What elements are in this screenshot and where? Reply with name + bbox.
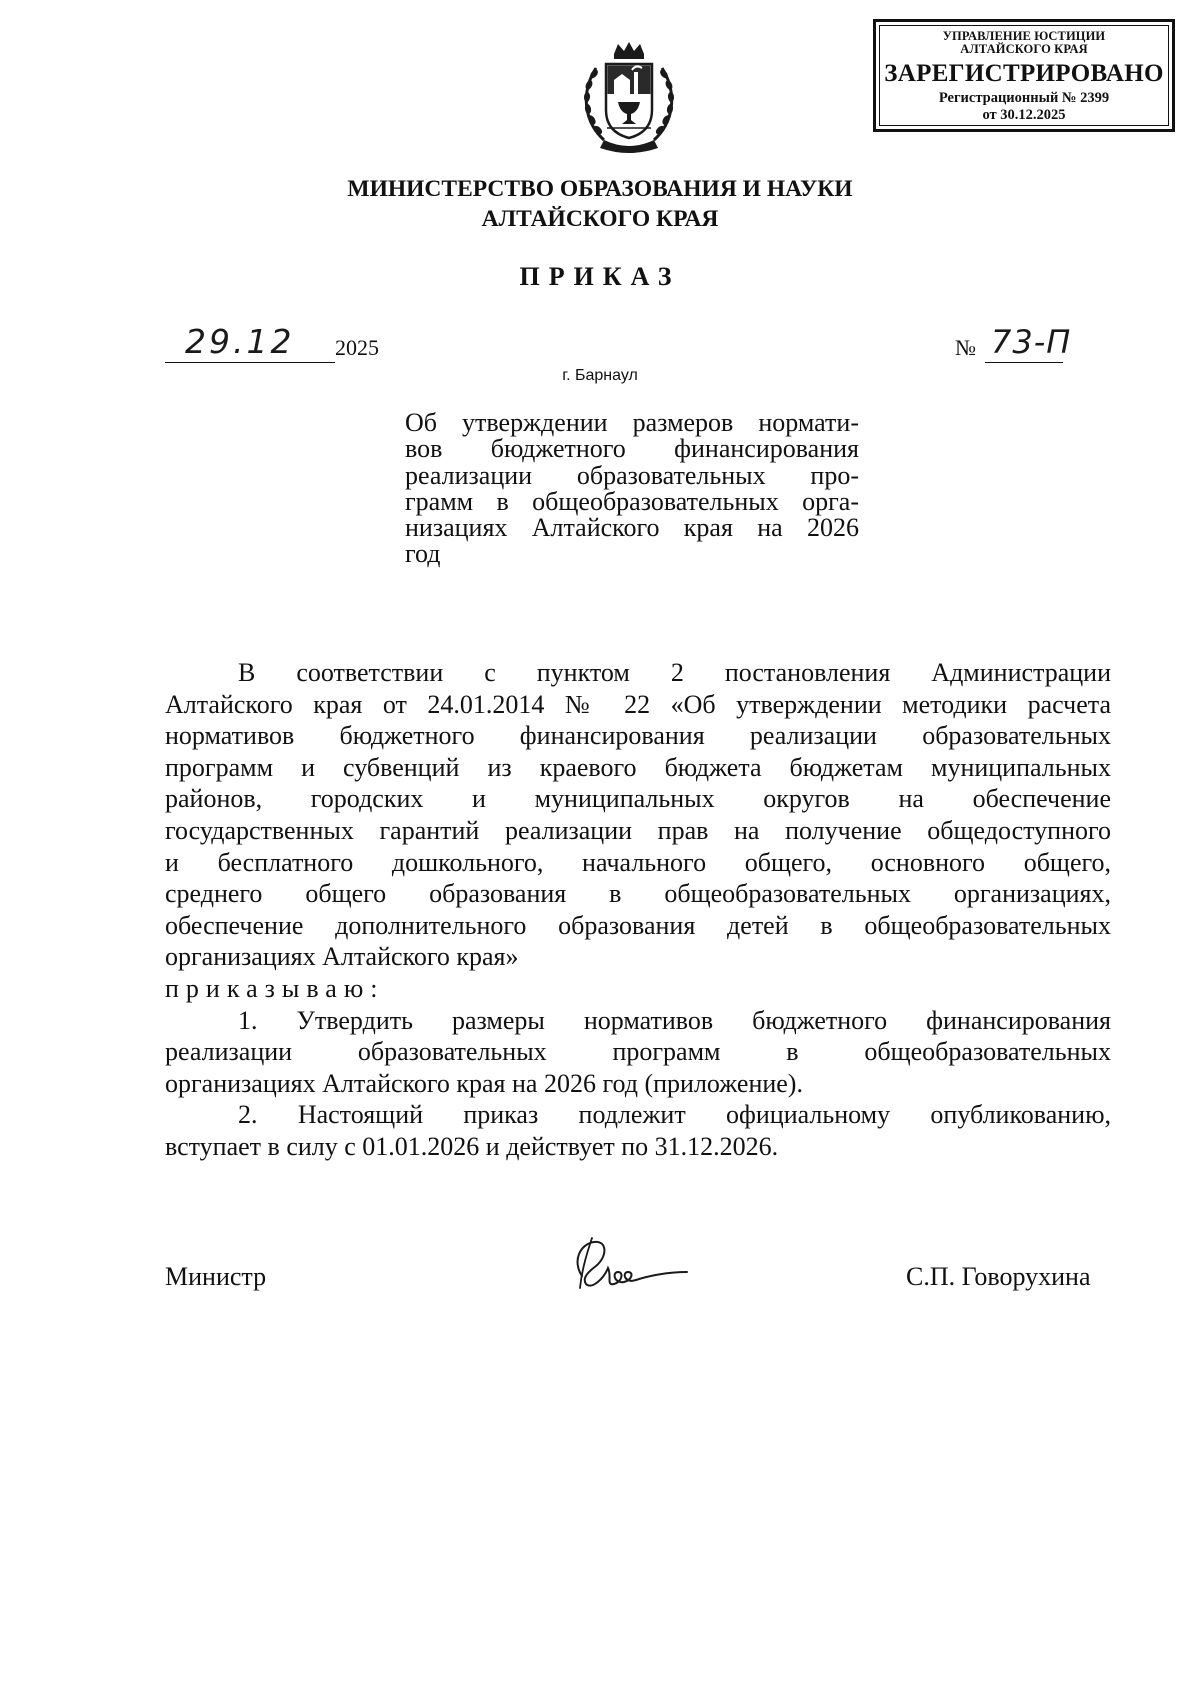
stamp-reg-date: от 30.12.2025	[982, 107, 1066, 123]
subject-line: низациях Алтайского края на 2026	[405, 513, 859, 543]
item1-line: организациях Алтайского края на 2026 год (приложение).	[165, 1068, 803, 1098]
stamp-status: ЗАРЕГИСТРИРОВАНО	[884, 60, 1164, 87]
preamble-line: В соответствии с пунктом 2 постановления Администрации	[238, 658, 1111, 687]
preamble-line: районов, городских и муниципальных округов на обеспечение	[165, 784, 1111, 814]
stamp-reg-number: Регистрационный № 2399	[938, 90, 1110, 106]
preamble-line: и бесплатного дошкольного, начального общего, основного общего,	[165, 847, 1111, 877]
subject-line: реализации образовательных про-	[405, 460, 859, 490]
preamble-line: Алтайского края от 24.01.2014 № 22 «Об утверждении методики расчета	[165, 689, 1111, 719]
subject-line: вов бюджетного финансирования	[405, 434, 859, 464]
ministry-heading	[0, 174, 1200, 234]
preamble-line: нормативов бюджетного финансирования реализации образовательных	[165, 721, 1111, 751]
handwritten-signature	[552, 1226, 702, 1306]
ministry-line2: АЛТАЙСКОГО КРАЯ	[481, 206, 719, 232]
registration-stamp	[873, 19, 1175, 132]
coat-of-arms-icon	[574, 40, 684, 156]
doc-type-title: ПРИКАЗ	[519, 262, 681, 291]
date-year: 2025	[335, 335, 379, 360]
order-body	[165, 657, 1111, 1163]
order-word: приказываю:	[165, 973, 385, 1003]
preamble-line: среднего общего образования в общеобразовательных организациях,	[165, 879, 1111, 909]
preamble-line: обеспечение дополнительного образования детей в общеобразовательных	[165, 910, 1111, 940]
item1-line: 1. Утвердить размеры нормативов бюджетного финансирования	[238, 1005, 1111, 1035]
subject-line: Об утверждении размеров нормати-	[405, 408, 859, 437]
number-underline	[985, 362, 1063, 363]
signatory-position: Министр	[165, 1262, 267, 1291]
number-sign: №	[955, 335, 976, 360]
date-underline	[165, 362, 335, 363]
order-date	[165, 322, 405, 365]
preamble-line: государственных гарантий реализации прав на получение общедоступного	[165, 815, 1111, 845]
subject-line: грамм в общеобразовательных орга-	[405, 486, 859, 516]
order-subject	[405, 410, 859, 568]
order-number	[955, 325, 1075, 365]
city: г. Барнаул	[562, 367, 638, 384]
stamp-authority-line2: АЛТАЙСКОГО КРАЯ	[960, 42, 1088, 56]
signatory-name: С.П. Говорухина	[906, 1262, 1091, 1291]
stamp-authority-line1: УПРАВЛЕНИЕ ЮСТИЦИИ	[942, 29, 1106, 43]
preamble-line: программ и субвенций из краевого бюджета бюджетам муниципальных	[165, 752, 1111, 782]
preamble-line: организациях Алтайского края»	[165, 942, 519, 972]
ministry-line1: МИНИСТЕРСТВО ОБРАЗОВАНИЯ И НАУКИ	[347, 176, 853, 202]
item2-line: вступает в силу с 01.01.2026 и действует по 31.12.2026.	[165, 1131, 779, 1161]
handwritten-number: 73-П	[991, 323, 1072, 361]
item1-line: реализации образовательных программ в общеобразовательных	[165, 1037, 1111, 1067]
item2-line: 2. Настоящий приказ подлежит официальному опубликованию,	[238, 1100, 1111, 1130]
handwritten-date: 29.12	[185, 322, 295, 361]
subject-line: год	[405, 539, 441, 569]
